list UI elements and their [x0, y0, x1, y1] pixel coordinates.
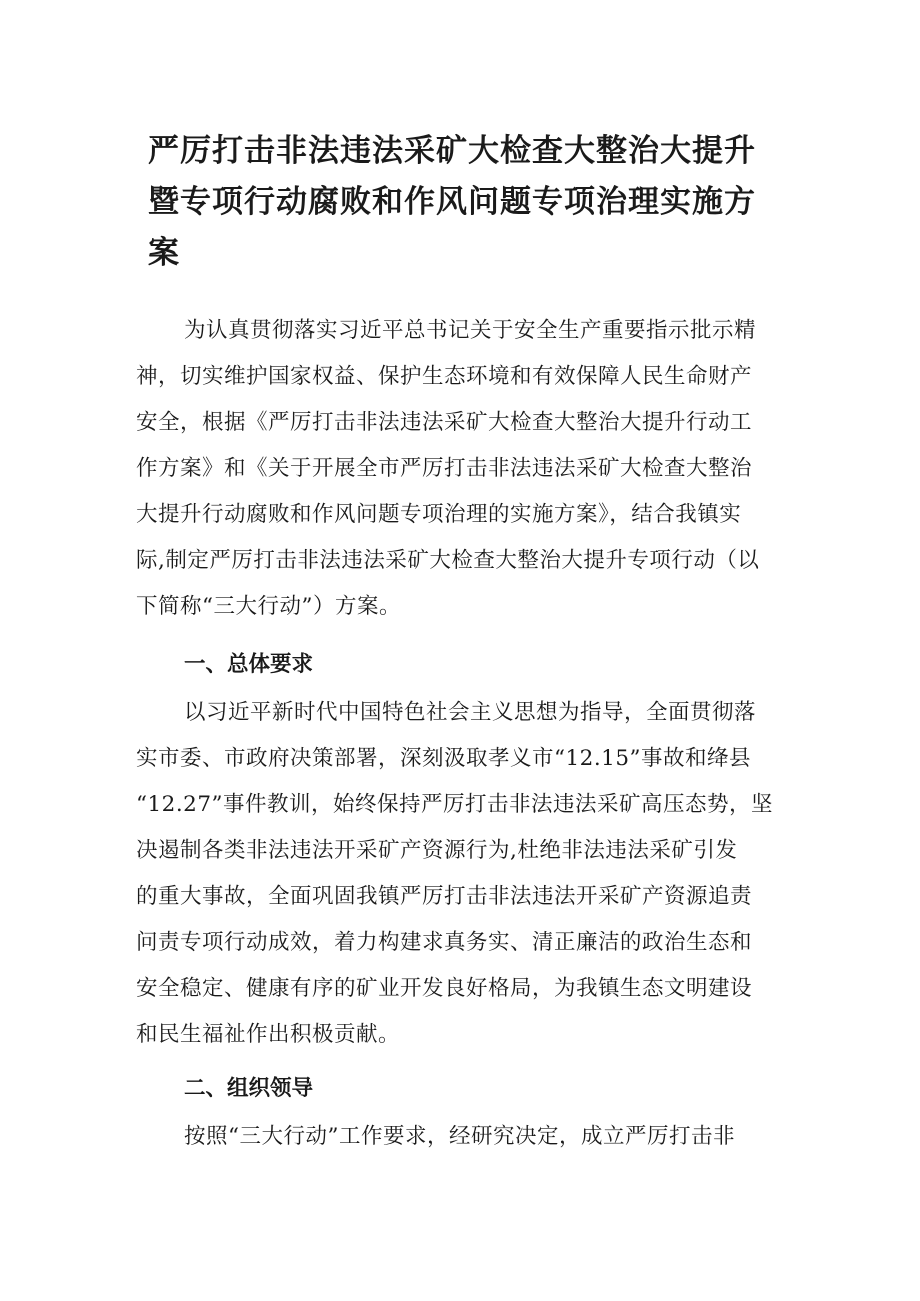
paragraph-line: 为认真贯彻落实习近平总书记关于安全生产重要指示批示精	[184, 318, 757, 343]
section-1-paragraph	[136, 690, 796, 1058]
section-2-paragraph	[136, 1114, 796, 1160]
title-line-1: 严厉打击非法违法采矿大检查大整治大提升	[148, 133, 756, 169]
paragraph-line: 神，切实维护国家权益、保护生态环境和有效保障人民生命财产	[136, 364, 753, 389]
document-title	[148, 126, 788, 279]
paragraph-line: 以习近平新时代中国特色社会主义思想为指导，全面贯彻落	[184, 700, 757, 725]
paragraph-line: 决遏制各类非法违法开采矿产资源行为,杜绝非法违法采矿引发	[136, 838, 738, 863]
paragraph-line: 作方案》和《关于开展全市严厉打击非法违法采矿大检查大整治	[136, 456, 753, 481]
section-heading: 一、总体要求	[184, 652, 314, 677]
section-1-heading-block	[136, 642, 796, 688]
paragraph-line: 的重大事故，全面巩固我镇严厉打击非法违法开采矿产资源追责	[136, 884, 753, 909]
paragraph-line: 安全稳定、健康有序的矿业开发良好格局，为我镇生态文明建设	[136, 976, 753, 1001]
paragraph-line: 下简称“三大行动”）方案。	[136, 594, 401, 619]
section-heading: 二、组织领导	[184, 1076, 314, 1101]
intro-paragraph	[136, 308, 796, 630]
title-line-3: 案	[148, 235, 180, 271]
title-line-2: 暨专项行动腐败和作风问题专项治理实施方	[148, 184, 756, 220]
paragraph-line: 安全，根据《严厉打击非法违法采矿大检查大整治大提升行动工	[136, 410, 753, 435]
paragraph-line: 按照“三大行动”工作要求，经研究决定，成立严厉打击非	[184, 1124, 735, 1149]
paragraph-line: 际,制定严厉打击非法违法采矿大检查大整治大提升专项行动（以	[136, 548, 760, 573]
paragraph-line: 问责专项行动成效，着力构建求真务实、清正廉洁的政治生态和	[136, 930, 753, 955]
paragraph-line: 和民生福祉作出积极贡献。	[136, 1022, 401, 1047]
paragraph-line: 大提升行动腐败和作风问题专项治理的实施方案》，结合我镇实	[136, 502, 742, 527]
paragraph-line: “12.27”事件教训，始终保持严厉打击非法违法采矿高压态势，坚	[136, 792, 774, 817]
section-2-heading-block	[136, 1066, 796, 1112]
paragraph-line: 实市委、市政府决策部署，深刻汲取孝义市“12.15”事故和绛县	[136, 746, 752, 771]
